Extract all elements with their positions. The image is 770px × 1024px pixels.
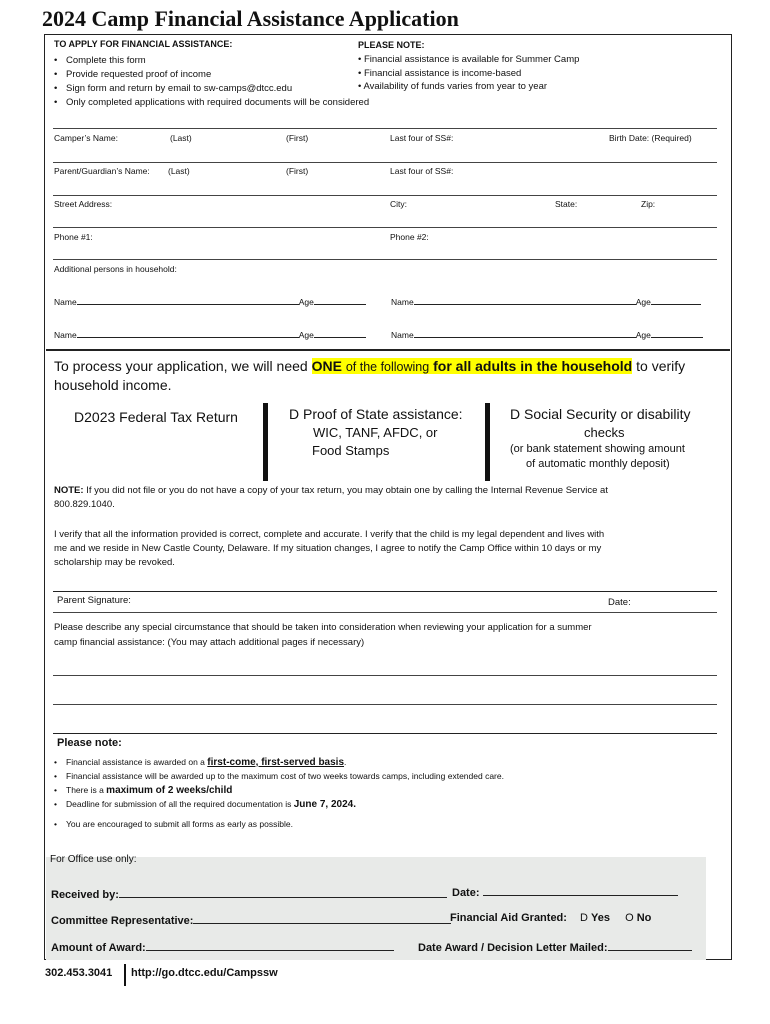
granted-label: Financial Aid Granted: (450, 912, 567, 924)
office-date[interactable] (452, 884, 678, 899)
circumstance-text: Please describe any special circumstance that should be taken into consideration when reviewing your application for a summer (54, 622, 592, 633)
item-text: . (344, 757, 347, 767)
yes-label: Yes (591, 912, 610, 924)
age-label: Age (635, 330, 651, 340)
received-by[interactable] (51, 886, 447, 901)
item-emphasis: June 7, 2024. (293, 799, 357, 810)
name-line[interactable] (414, 326, 636, 338)
please-note-item (52, 797, 504, 811)
household-row (391, 293, 701, 307)
city-label: City: (390, 199, 407, 209)
option-ss-label: Social Security or disability (524, 406, 691, 422)
note-label: NOTE: (54, 485, 84, 496)
option-social-security[interactable] (510, 406, 691, 422)
verify-text: I verify that all the information provided is correct, complete and accurate. I verify that the child is my legal dependent and lives with (54, 529, 605, 540)
name-line[interactable] (77, 326, 299, 338)
received-label: Received by: (51, 889, 119, 901)
page-title: 2024 Camp Financial Assistance Application (42, 6, 459, 31)
parent-ssn-label: Last four of SS#: (390, 166, 454, 176)
one-text: ONE (311, 358, 342, 374)
amount-label: Amount of Award: (51, 942, 146, 954)
name-label: Name (391, 330, 414, 340)
process-intro (54, 358, 685, 374)
ss-detail: (or bank statement showing amount (510, 443, 685, 455)
first-label: (First) (286, 133, 309, 143)
office-date-line[interactable] (483, 884, 678, 896)
item-emphasis: first-come, first-served basis (207, 757, 345, 768)
name-label: Name (54, 330, 77, 340)
zip-label: Zip: (641, 199, 656, 209)
radio-icon: O (625, 912, 634, 924)
phone2-label: Phone #2: (390, 232, 429, 242)
age-line[interactable] (651, 293, 701, 305)
note-text: If you did not file or you do not have a copy of your tax return, you may obtain one by calling the Internal Revenue Service at (86, 485, 608, 496)
section-divider (46, 349, 730, 351)
footer-divider (124, 964, 126, 986)
note-item: • Availability of funds varies from year to year (358, 81, 548, 92)
apply-heading: TO APPLY FOR FINANCIAL ASSISTANCE: (54, 39, 233, 49)
amount-of-award[interactable] (51, 939, 394, 954)
decision-mailed[interactable] (418, 939, 692, 954)
highlight-one (312, 358, 633, 374)
household-row (54, 293, 366, 307)
camper-name-label: Camper’s Name: (54, 133, 118, 143)
ss-detail: checks (584, 425, 625, 440)
please-note-heading: PLEASE NOTE: (358, 40, 425, 50)
signature-date-label[interactable]: Date: (608, 597, 631, 608)
note-item: • Financial assistance is available for Summer Camp (358, 54, 580, 65)
note-item: • Financial assistance is income-based (358, 68, 522, 79)
received-line[interactable] (119, 886, 447, 898)
phone1-label: Phone #1: (54, 232, 93, 242)
write-line[interactable] (53, 675, 717, 676)
footer-phone: 302.453.3041 (45, 967, 113, 979)
item-text: There is a (66, 785, 104, 795)
option-state-assistance[interactable] (289, 406, 463, 422)
write-line[interactable] (53, 704, 717, 705)
signature-line (53, 591, 717, 592)
irs-phone: 800.829.1040. (54, 499, 115, 510)
option-tax-return[interactable] (74, 409, 238, 425)
name-label: Name (54, 297, 77, 307)
name-label: Name (391, 297, 414, 307)
please-note-item (52, 755, 504, 769)
decision-line[interactable] (608, 939, 692, 951)
checkbox-icon: D (74, 409, 85, 425)
household-row (391, 326, 703, 340)
separator-bar (263, 403, 268, 481)
office-date-label: Date: (452, 887, 480, 899)
to-verify-text: to verify (636, 358, 686, 374)
verify-text: scholarship may be revoked. (54, 557, 175, 568)
checkbox-icon: D (580, 912, 588, 924)
committee-rep[interactable] (51, 912, 451, 927)
no-option[interactable] (625, 912, 651, 924)
committee-line[interactable] (193, 912, 451, 924)
state-assistance-detail: WIC, TANF, AFDC, or (313, 425, 438, 440)
age-line[interactable] (314, 293, 366, 305)
checkbox-icon: D (510, 406, 521, 422)
checkbox-icon: D (289, 406, 300, 422)
last-label: (Last) (168, 166, 190, 176)
state-assistance-detail: Food Stamps (312, 443, 390, 458)
committee-label: Committee Representative: (51, 915, 194, 927)
parent-signature-label[interactable]: Parent Signature: (57, 595, 131, 606)
write-line[interactable] (53, 733, 717, 734)
all-adults-text: for all adults in the household (433, 358, 633, 374)
decision-label: Date Award / Decision Letter Mailed: (418, 942, 608, 954)
no-label: No (636, 912, 652, 924)
verify-text: me and we reside in New Castle County, Delaware. If my situation changes, I agree to notify the Camp Office within 10 days or my (54, 543, 602, 554)
apply-item: • Complete this form (52, 54, 369, 68)
divider (53, 162, 717, 163)
please-note-list (52, 755, 504, 831)
age-line[interactable] (651, 326, 703, 338)
please-note-item (52, 783, 504, 797)
item-emphasis: maximum of 2 weeks/child (106, 785, 233, 796)
divider (53, 227, 717, 228)
divider (53, 128, 717, 129)
item-text: Financial assistance is awarded on a (66, 757, 205, 767)
divider (53, 612, 717, 613)
divider (53, 259, 717, 260)
apply-item: • Provide requested proof of income (52, 68, 369, 82)
process-line2: household income. (54, 377, 172, 393)
item-text: Deadline for submission of all the required documentation is (66, 799, 292, 809)
age-line[interactable] (314, 326, 366, 338)
separator-bar (485, 403, 490, 481)
household-row (54, 326, 366, 340)
apply-item: • Only completed applications with required documents will be considered (52, 96, 369, 110)
parent-name-label: Parent/Guardian’s Name: (54, 166, 150, 176)
age-label: Age (298, 330, 314, 340)
first-label: (First) (286, 166, 309, 176)
name-line[interactable] (77, 293, 299, 305)
option-state-label: Proof of State assistance: (303, 406, 463, 422)
age-label: Age (298, 297, 314, 307)
process-text: To process your application, we will need (54, 358, 308, 374)
please-note-item: • You are encouraged to submit all forms as early as possible. (52, 817, 504, 831)
street-label: Street Address: (54, 199, 113, 209)
state-label: State: (555, 199, 578, 209)
office-use-label: For Office use only: (50, 854, 137, 865)
footer-url[interactable]: http://go.dtcc.edu/Campssw (131, 967, 278, 979)
apply-list (52, 54, 369, 110)
divider (53, 195, 717, 196)
birth-date-label: Birth Date: (Required) (609, 133, 692, 143)
ss-detail: of automatic monthly deposit) (526, 458, 670, 470)
age-label: Age (635, 297, 651, 307)
circumstance-text: camp financial assistance: (You may attach additional pages if necessary) (54, 637, 365, 648)
of-following-text: of the following (345, 360, 430, 374)
apply-item: • Sign form and return by email to sw-camps@dtcc.edu (52, 82, 369, 96)
yes-option[interactable] (580, 912, 610, 924)
tax-note (54, 485, 608, 496)
camper-ssn-label: Last four of SS#: (390, 133, 454, 143)
option-tax-return-label: 2023 Federal Tax Return (84, 409, 238, 425)
please-note-heading-2: Please note: (57, 737, 122, 749)
amount-line[interactable] (146, 939, 394, 951)
name-line[interactable] (414, 293, 636, 305)
please-note-item: • Financial assistance will be awarded up to the maximum cost of two weeks towards camps, including extended care. (52, 769, 504, 783)
additional-persons-label: Additional persons in household: (54, 264, 177, 274)
financial-aid-granted (450, 912, 651, 924)
last-label: (Last) (170, 133, 192, 143)
